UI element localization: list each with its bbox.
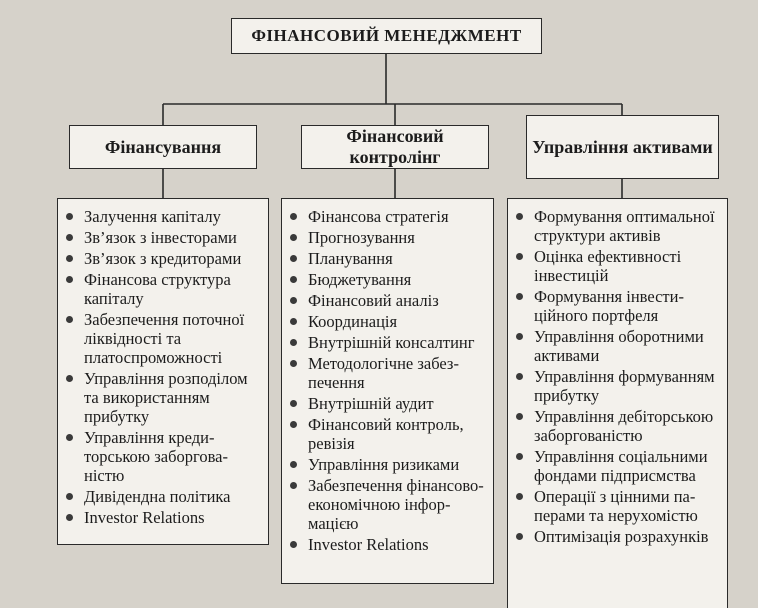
list-item-text: Управління ризиками: [308, 455, 460, 474]
list-item-text: Забезпечення поточної ліквідності та платоспроможності: [84, 310, 245, 367]
list-item: [508, 487, 721, 525]
list-item-text: Оцінка ефективності інвестицій: [534, 247, 682, 285]
bullet-icon: [290, 339, 297, 346]
heading-controlling: Фінансовий контролінг: [301, 125, 489, 169]
list-item: [508, 447, 721, 485]
list-item: [508, 367, 721, 405]
list-item-text: Внутрішній консалтинг: [308, 333, 475, 352]
controlling-list: [282, 207, 487, 554]
list-item: [282, 415, 487, 453]
list-item-text: Фінансовий аналіз: [308, 291, 439, 310]
financing-list: [58, 207, 262, 527]
bullet-icon: [66, 276, 73, 283]
list-item-text: Формування оптимальної структури активів: [534, 207, 715, 245]
bullet-icon: [290, 234, 297, 241]
list-item: [282, 333, 487, 352]
list-item-text: Фінансовий контроль, ревізія: [308, 415, 464, 453]
list-item: [282, 476, 487, 533]
bullet-icon: [290, 255, 297, 262]
bullet-icon: [290, 541, 297, 548]
bullet-icon: [290, 482, 297, 489]
bullet-icon: [66, 434, 73, 441]
list-item: [58, 487, 262, 506]
list-item: [282, 249, 487, 268]
bullet-icon: [66, 375, 73, 382]
list-item-text: Прогнозування: [308, 228, 415, 247]
list-item-text: Операції з цінними паперами та нерухомістю: [534, 487, 698, 525]
list-item: [282, 291, 487, 310]
list-item-text: Управління формуванням прибутку: [534, 367, 715, 405]
list-item: [282, 394, 487, 413]
list-item: [282, 312, 487, 331]
bullet-icon: [290, 360, 297, 367]
list-item-text: Координація: [308, 312, 398, 331]
list-item: [282, 455, 487, 474]
list-item-text: Управління розподілом та використанням прибутку: [84, 369, 248, 426]
heading-financing: Фінансування: [69, 125, 257, 169]
bullet-icon: [290, 213, 297, 220]
list-item-text: Бюджетування: [308, 270, 412, 289]
list-item-text: Методологічне забезпечення: [308, 354, 459, 392]
list-item-text: Управління оборотними активами: [534, 327, 704, 365]
bullet-icon: [516, 533, 523, 540]
list-item: [282, 270, 487, 289]
list-item-text: Фінансова стратегія: [308, 207, 449, 226]
bullet-icon: [66, 213, 73, 220]
list-item: [58, 228, 262, 247]
list-item-text: Investor Relations: [308, 535, 429, 554]
list-item: [58, 369, 262, 426]
bullet-icon: [516, 293, 523, 300]
list-item: [508, 247, 721, 285]
bullet-icon: [516, 493, 523, 500]
list-item: [282, 228, 487, 247]
list-item: [508, 527, 721, 546]
list-item-text: Investor Relations: [84, 508, 205, 527]
bullet-icon: [290, 297, 297, 304]
list-item-text: Фінансова структура капіталу: [84, 270, 231, 308]
heading-asset-management: Управління активами: [526, 115, 719, 179]
column-asset-management: [507, 198, 728, 608]
list-item-text: Управління соціальними фондами підприсмства: [534, 447, 708, 485]
column-financing: [57, 198, 269, 545]
list-item-text: Залучення капіталу: [84, 207, 221, 226]
bullet-icon: [66, 514, 73, 521]
bullet-icon: [66, 316, 73, 323]
list-item-text: Дивідендна політика: [84, 487, 231, 506]
list-item: [58, 207, 262, 226]
bullet-icon: [290, 461, 297, 468]
bullet-icon: [516, 413, 523, 420]
column-controlling: [281, 198, 494, 584]
list-item-text: Забезпечення фінансово-економічною інформацією: [308, 476, 484, 533]
list-item: [508, 207, 721, 245]
bullet-icon: [290, 421, 297, 428]
list-item: [58, 508, 262, 527]
list-item-text: Планування: [308, 249, 393, 268]
diagram-title: ФІНАНСОВИЙ МЕНЕДЖМЕНТ: [231, 18, 542, 54]
list-item: [282, 535, 487, 554]
list-item-text: Зв’язок з кредиторами: [84, 249, 242, 268]
bullet-icon: [290, 400, 297, 407]
list-item-text: Формування інвестиційного портфеля: [534, 287, 684, 325]
list-item-text: Управління кредиторською заборгованістю: [84, 428, 228, 485]
list-item: [282, 207, 487, 226]
list-item: [508, 287, 721, 325]
list-item: [58, 249, 262, 268]
bullet-icon: [290, 276, 297, 283]
bullet-icon: [66, 255, 73, 262]
list-item: [508, 407, 721, 445]
bullet-icon: [516, 253, 523, 260]
list-item: [58, 270, 262, 308]
list-item-text: Внутрішній аудит: [308, 394, 434, 413]
bullet-icon: [516, 373, 523, 380]
list-item-text: Зв’язок з інвесторами: [84, 228, 237, 247]
bullet-icon: [290, 318, 297, 325]
list-item-text: Управління дебіторською заборгованістю: [534, 407, 714, 445]
bullet-icon: [66, 493, 73, 500]
bullet-icon: [66, 234, 73, 241]
list-item: [508, 327, 721, 365]
bullet-icon: [516, 453, 523, 460]
bullet-icon: [516, 333, 523, 340]
list-item: [58, 310, 262, 367]
list-item: [58, 428, 262, 485]
list-item: [282, 354, 487, 392]
list-item-text: Оптимізація розрахунків: [534, 527, 709, 546]
asset-management-list: [508, 207, 721, 546]
bullet-icon: [516, 213, 523, 220]
